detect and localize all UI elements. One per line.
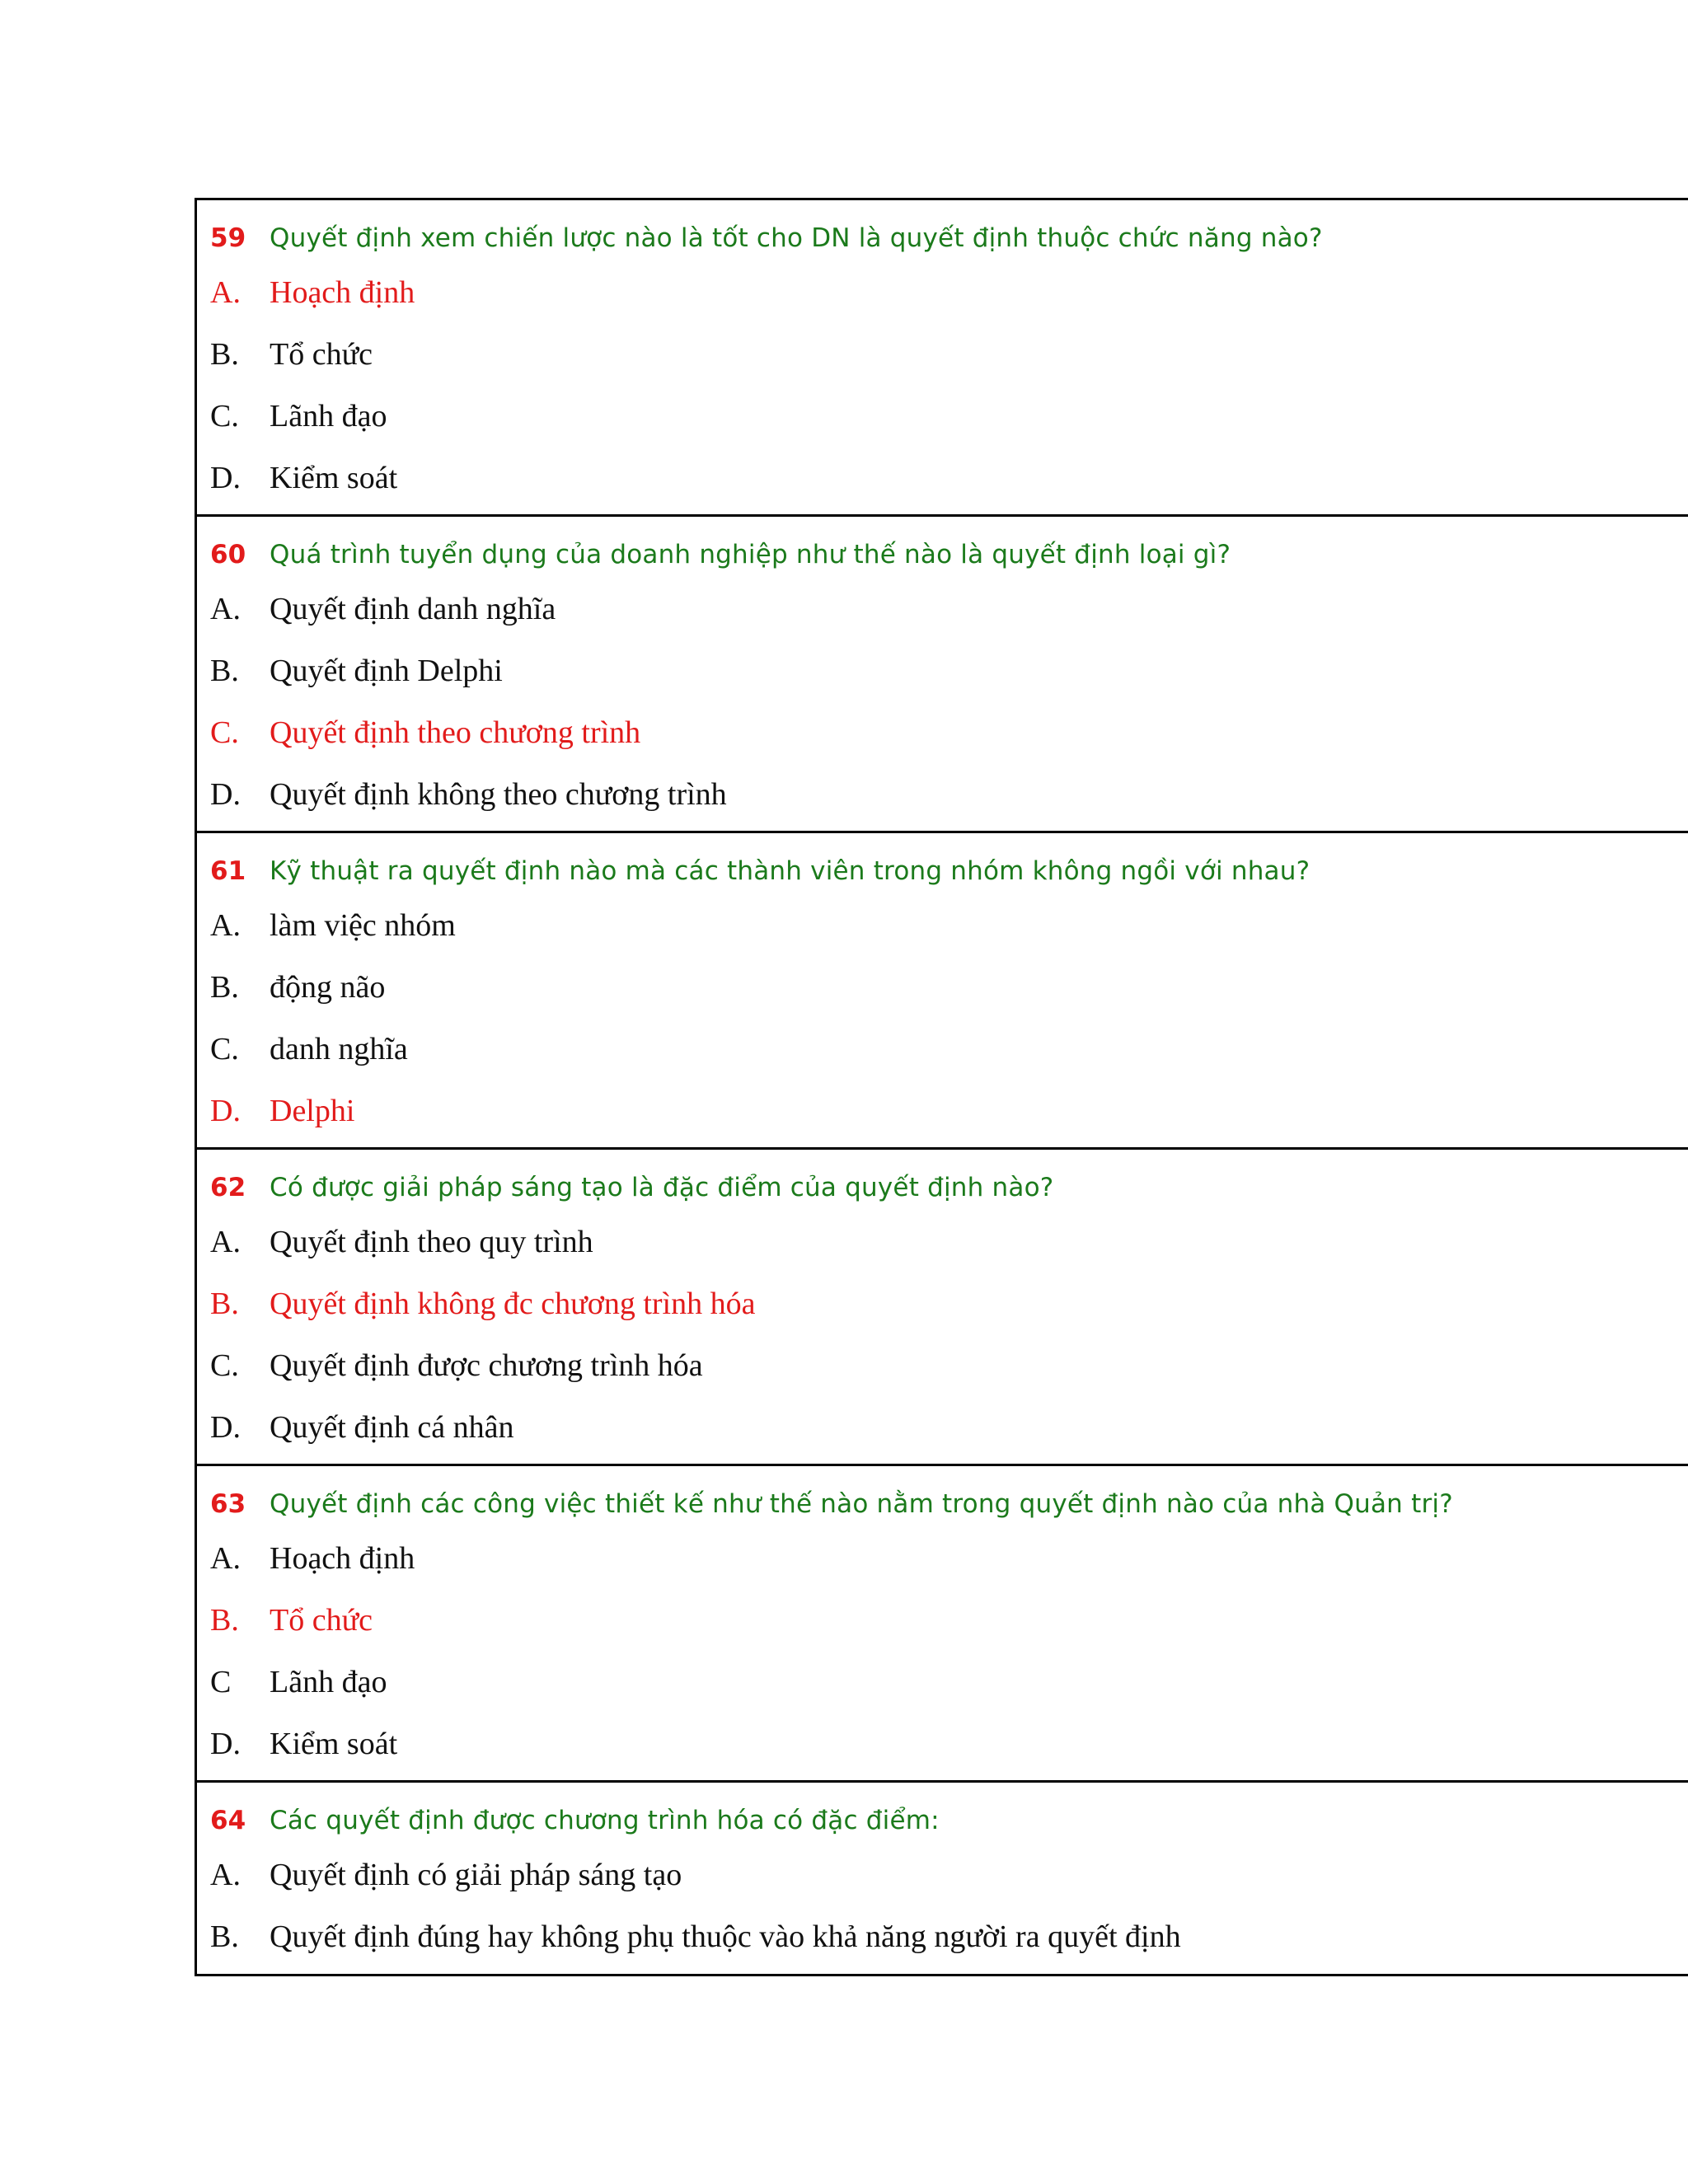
question-number: 59 [210, 223, 246, 253]
option-text: Quyết định có giải pháp sáng tạo [270, 1857, 682, 1892]
answer-option-correct [197, 701, 1688, 763]
answer-option [197, 1334, 1688, 1396]
question-row [197, 215, 1688, 261]
option-letter: B. [210, 1602, 239, 1638]
answer-option [197, 323, 1688, 385]
option-letter: D. [210, 1409, 241, 1445]
question-row [197, 1797, 1688, 1844]
question-number: 61 [210, 856, 246, 886]
option-letter: C. [210, 1347, 239, 1383]
answer-option-correct [197, 1589, 1688, 1651]
answer-option-correct [197, 1272, 1688, 1334]
option-text: Tổ chức [270, 336, 373, 372]
answer-option [197, 1844, 1688, 1905]
option-letter: D. [210, 776, 241, 812]
question-block [197, 517, 1688, 833]
question-text: Quá trình tuyển dụng của doanh nghiệp như thế nào là quyết định loại gì? [270, 540, 1231, 569]
option-letter: B. [210, 1919, 239, 1954]
question-block [197, 1783, 1688, 1976]
option-text: Tổ chức [270, 1602, 373, 1638]
answer-option [197, 1018, 1688, 1080]
option-text: Quyết định cá nhân [270, 1409, 514, 1445]
question-text: Quyết định xem chiến lược nào là tốt cho DN là quyết định thuộc chức năng nào? [270, 223, 1323, 253]
answer-option [197, 1651, 1688, 1713]
question-number: 62 [210, 1173, 246, 1202]
option-text: Lãnh đạo [270, 398, 387, 434]
option-letter: A. [210, 1224, 241, 1259]
question-row [197, 848, 1688, 894]
answer-option [197, 894, 1688, 956]
option-text: Hoạch định [270, 274, 415, 310]
question-text: Các quyết định được chương trình hóa có đặc điểm: [270, 1806, 940, 1835]
option-text: Kiểm soát [270, 460, 398, 495]
option-letter: C. [210, 1031, 239, 1066]
option-text: danh nghĩa [270, 1031, 408, 1066]
option-text: động não [270, 969, 386, 1005]
option-text: Quyết định theo chương trình [270, 715, 641, 750]
option-letter: D. [210, 1726, 241, 1761]
option-text: làm việc nhóm [270, 907, 456, 943]
option-letter: A. [210, 1857, 241, 1892]
question-text: Kỹ thuật ra quyết định nào mà các thành viên trong nhóm không ngồi với nhau? [270, 856, 1311, 886]
answer-option [197, 1396, 1688, 1458]
answer-option [197, 1527, 1688, 1589]
answer-option [197, 1905, 1688, 1967]
question-row [197, 532, 1688, 578]
option-text: Quyết định Delphi [270, 653, 503, 688]
option-letter: A. [210, 907, 241, 943]
option-text: Quyết định không đc chương trình hóa [270, 1286, 756, 1321]
question-block [197, 1466, 1688, 1783]
option-letter: C [210, 1664, 232, 1699]
option-letter: A. [210, 1540, 241, 1576]
option-letter: B. [210, 969, 239, 1005]
option-letter: B. [210, 1286, 239, 1321]
option-text: Quyết định danh nghĩa [270, 591, 556, 626]
option-letter: D. [210, 1093, 241, 1128]
answer-option [197, 1211, 1688, 1272]
option-letter: B. [210, 336, 239, 372]
option-letter: B. [210, 653, 239, 688]
option-letter: A. [210, 591, 241, 626]
question-number: 63 [210, 1489, 246, 1519]
answer-option-correct [197, 261, 1688, 323]
option-text: Quyết định không theo chương trình [270, 776, 727, 812]
option-text: Hoạch định [270, 1540, 415, 1576]
question-row [197, 1481, 1688, 1527]
answer-option [197, 578, 1688, 640]
question-block [197, 1150, 1688, 1466]
option-text: Kiểm soát [270, 1726, 398, 1761]
answer-option [197, 763, 1688, 825]
question-block [197, 833, 1688, 1150]
option-letter: C. [210, 715, 239, 750]
question-table [195, 198, 1688, 1976]
question-text: Có được giải pháp sáng tạo là đặc điểm của quyết định nào? [270, 1173, 1054, 1202]
question-text: Quyết định các công việc thiết kế như thế nào nằm trong quyết định nào của nhà Quản trị? [270, 1489, 1453, 1519]
option-letter: A. [210, 274, 241, 310]
question-block [197, 200, 1688, 517]
question-row [197, 1165, 1688, 1211]
answer-option [197, 1713, 1688, 1774]
option-text: Quyết định theo quy trình [270, 1224, 593, 1259]
question-number: 64 [210, 1806, 246, 1835]
answer-option [197, 956, 1688, 1018]
option-text: Quyết định đúng hay không phụ thuộc vào khả năng người ra quyết định [270, 1919, 1181, 1954]
answer-option [197, 640, 1688, 701]
option-text: Delphi [270, 1093, 355, 1128]
option-letter: C. [210, 398, 239, 434]
option-text: Lãnh đạo [270, 1664, 387, 1699]
option-text: Quyết định được chương trình hóa [270, 1347, 703, 1383]
question-number: 60 [210, 540, 246, 569]
option-letter: D. [210, 460, 241, 495]
answer-option [197, 385, 1688, 447]
answer-option [197, 447, 1688, 509]
answer-option-correct [197, 1080, 1688, 1141]
